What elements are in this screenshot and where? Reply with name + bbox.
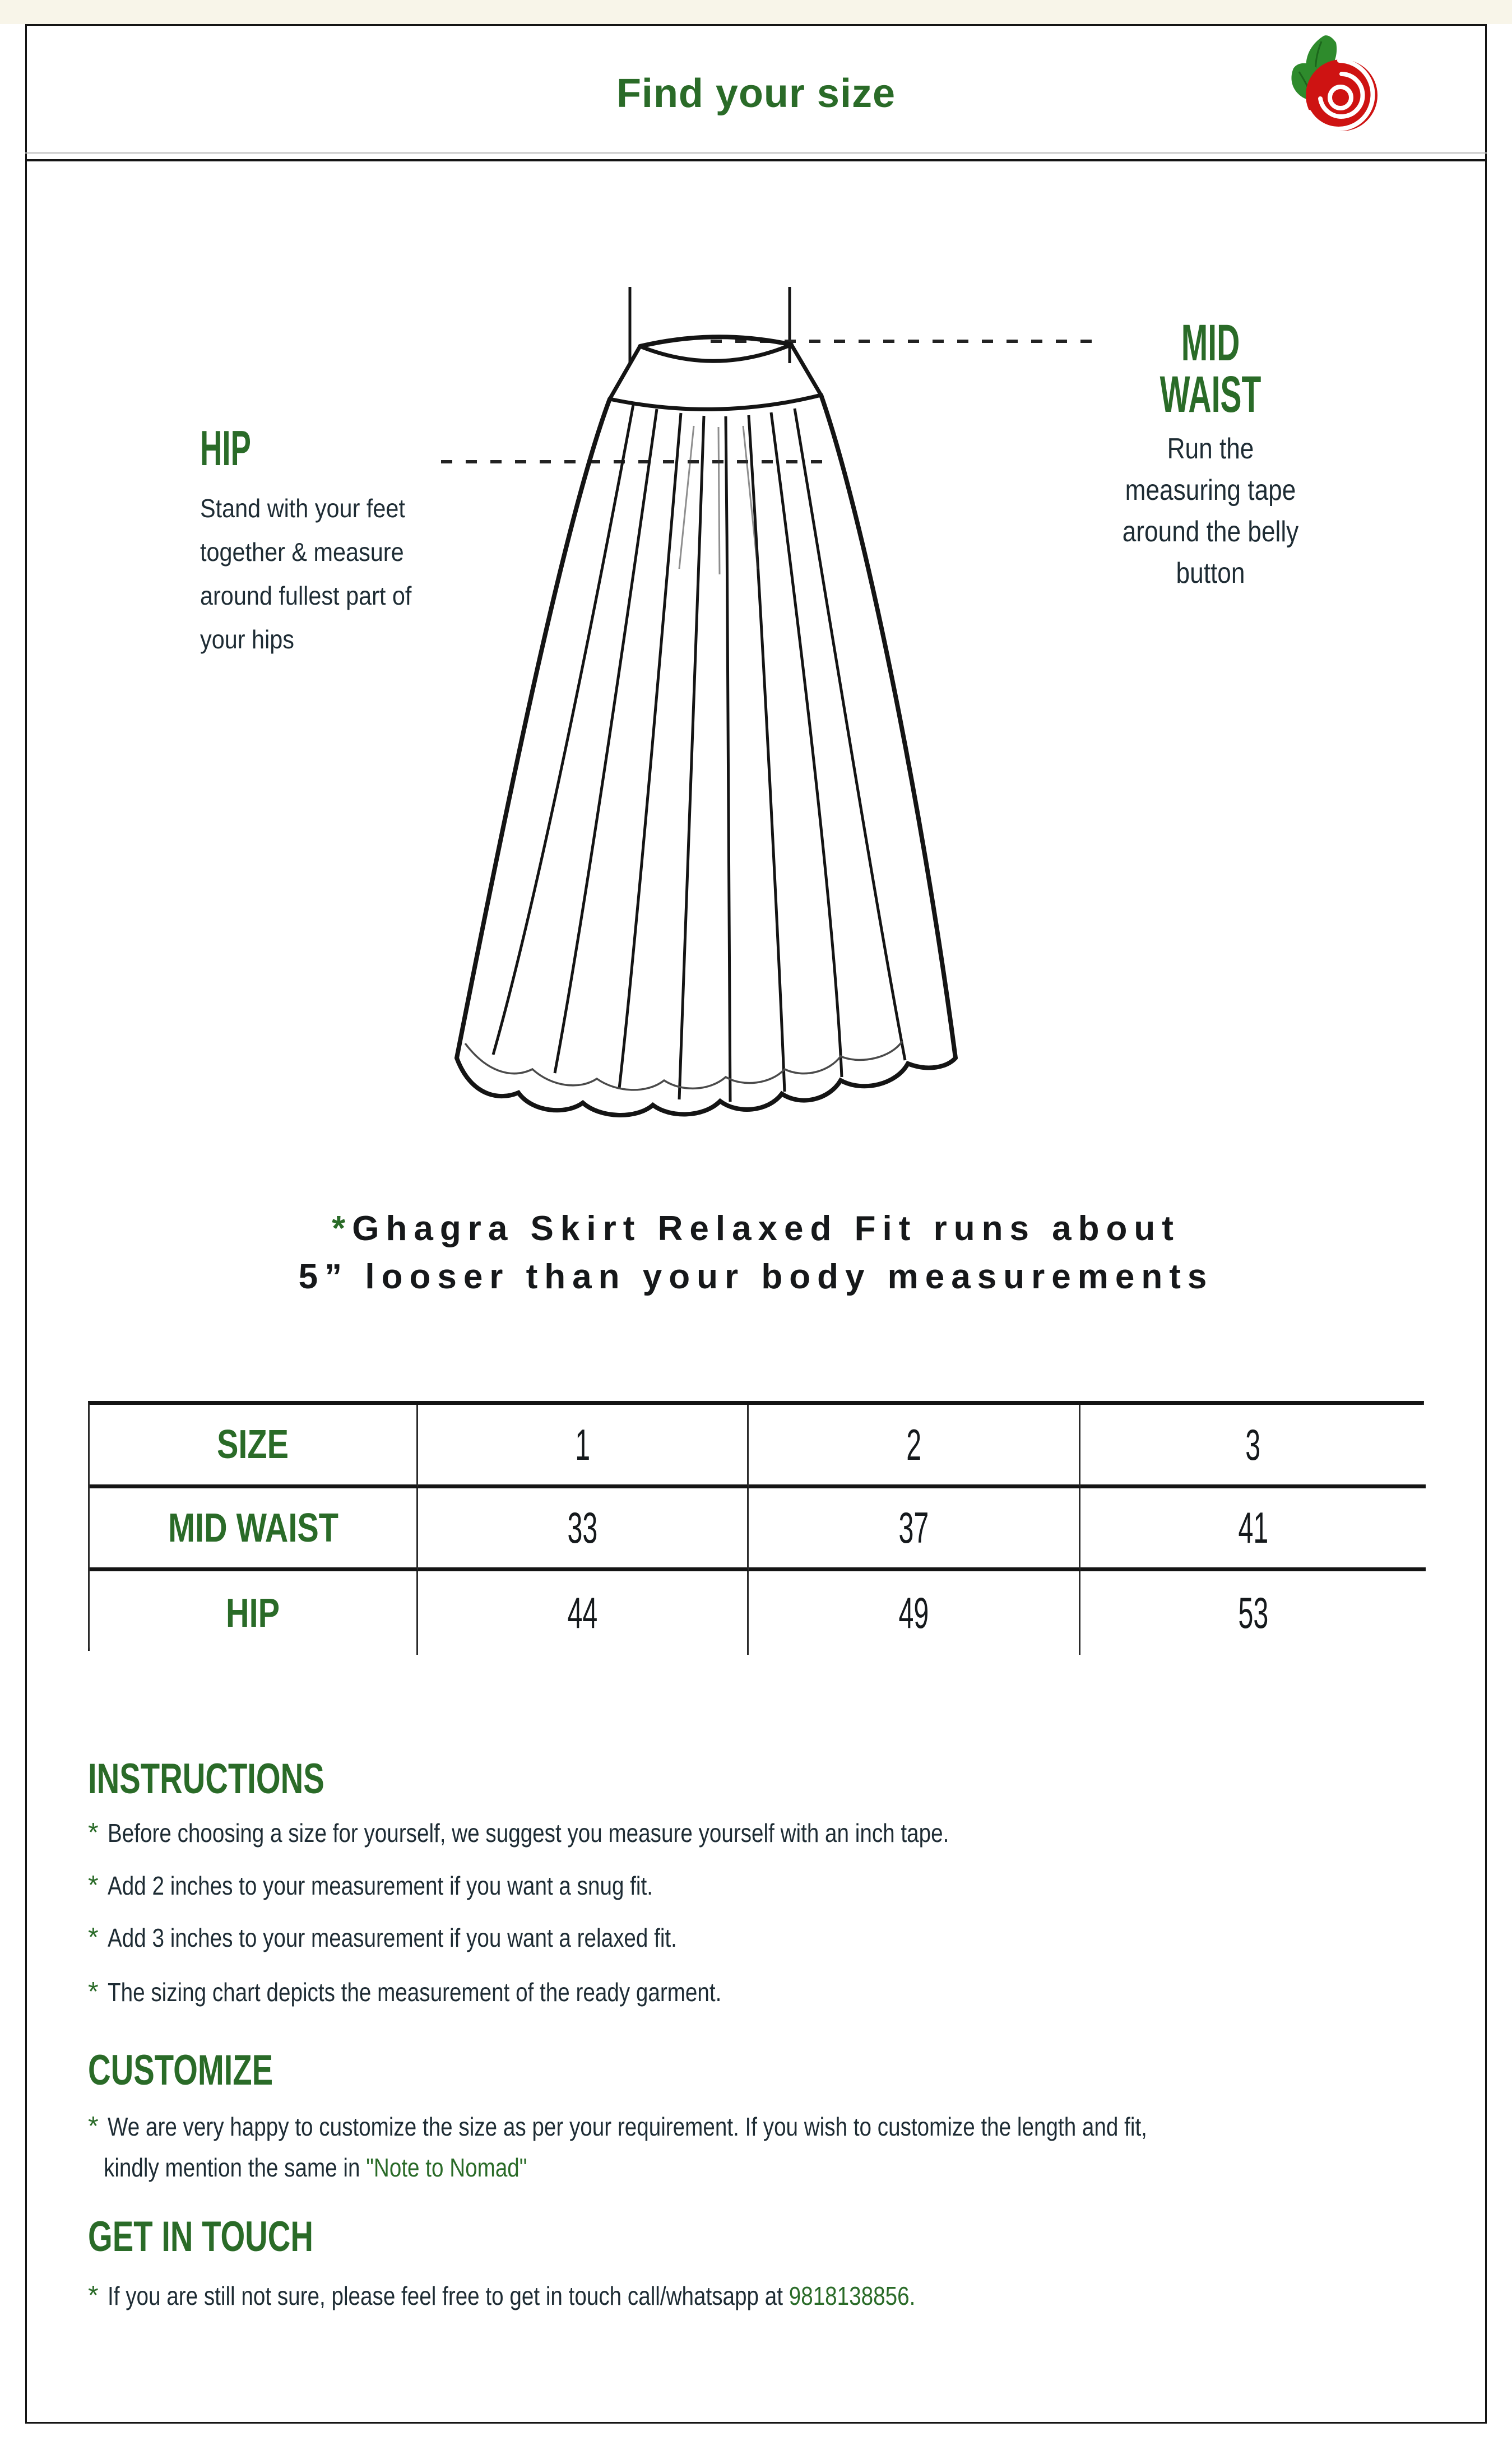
phone-number[interactable]: 9818138856. [789, 2281, 916, 2310]
value-cell: 1 [418, 1405, 749, 1488]
instruction-item: * Before choosing a size for yourself, we suggest you measure yourself with an inch tape. [88, 1816, 1109, 1850]
value-cell: 37 [749, 1488, 1080, 1571]
value-cell: 53 [1080, 1571, 1426, 1655]
instructions-heading: INSTRUCTIONS [88, 1755, 324, 1803]
fit-note: *Ghagra Skirt Relaxed Fit runs about 5” looser than your body measurements [298, 1209, 1214, 1296]
asterisk: * [88, 1923, 99, 1952]
asterisk: * [332, 1209, 353, 1248]
mid-waist-description: Run the measuring tape around the belly button [1122, 433, 1299, 590]
value-cell: 2 [749, 1405, 1080, 1488]
header-divider [25, 159, 1487, 161]
mid-waist-annotation [1098, 314, 1323, 594]
instruction-item: * The sizing chart depicts the measurement of the ready garment. [88, 1975, 838, 2009]
note-to-nomad-reference: "Note to Nomad" [366, 2153, 527, 2182]
hip-label: HIP [200, 420, 251, 476]
value-cell: 33 [418, 1488, 749, 1571]
hip-description: Stand with your feet together & measure around fullest part of your hips [200, 494, 412, 654]
get-in-touch-item: * If you are still not sure, please feel free to get in touch call/whatsapp at 9818138856. [88, 2279, 1069, 2313]
row-label-cell: HIP [90, 1571, 418, 1655]
header-divider-shadow [25, 152, 1487, 154]
skirt-shading [679, 426, 758, 574]
hip-annotation [200, 420, 491, 661]
get-in-touch-heading: GET IN TOUCH [88, 2213, 314, 2261]
asterisk: * [88, 1977, 99, 2007]
customize-heading: CUSTOMIZE [88, 2046, 273, 2094]
top-cream-strip [0, 0, 1512, 24]
customize-item-line2: kindly mention the same in "Note to Nomad" [104, 2153, 527, 2182]
asterisk: * [88, 1818, 99, 1848]
asterisk: * [88, 2281, 99, 2310]
asterisk: * [88, 2111, 99, 2141]
value-cell: 49 [749, 1571, 1080, 1655]
size-chart-table [88, 1401, 1424, 1651]
skirt-diagram [392, 269, 1121, 1121]
skirt-silhouette [457, 395, 956, 1058]
row-label-cell: MID WAIST [90, 1488, 418, 1571]
value-cell: 41 [1080, 1488, 1426, 1571]
page-title: Find your size [616, 71, 896, 116]
value-cell: 44 [418, 1571, 749, 1655]
row-label-cell: SIZE [90, 1405, 418, 1488]
instruction-item: * Add 2 inches to your measurement if you want a snug fit. [88, 1869, 757, 1902]
rose-logo [1283, 33, 1384, 139]
instruction-item: * Add 3 inches to your measurement if you want a relaxed fit. [88, 1921, 785, 1955]
asterisk: * [88, 1871, 99, 1900]
mid-waist-label: MID WAIST [1159, 314, 1261, 423]
skirt-pleats [493, 405, 905, 1102]
customize-item: * We are very happy to customize the size as per your requirement. If you wish to customize the length and fit, [88, 2110, 1345, 2143]
value-cell: 3 [1080, 1405, 1426, 1488]
